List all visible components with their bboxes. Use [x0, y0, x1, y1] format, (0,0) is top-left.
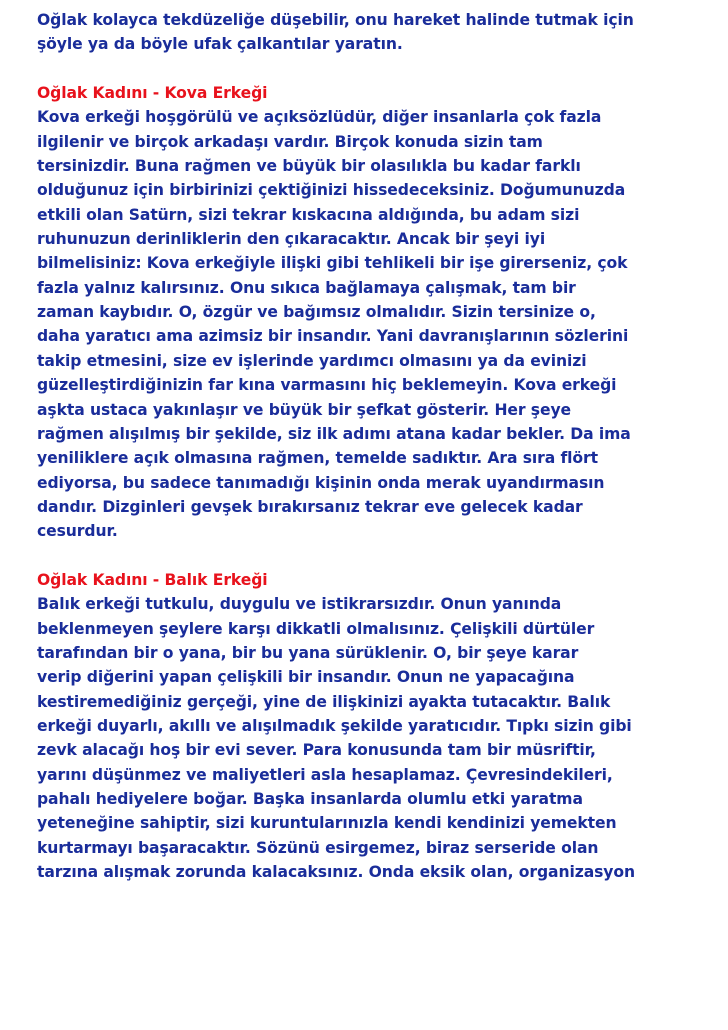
text-line: bilmelisiniz: Kova erkeğiyle ilişki gibi tehlikeli bir işe girerseniz, çok: [37, 254, 628, 273]
text-line: beklenmeyen şeylere karşı dikkatli olmalısınız. Çelişkili dürtüler: [37, 619, 595, 638]
section-kova: [37, 81, 717, 544]
text-line: rağmen alışılmış bir şekilde, siz ilk adımı atana kadar bekler. Da ima: [37, 424, 631, 443]
text-line: kestiremediğiniz gerçeği, yine de ilişkinizi ayakta tutacaktır. Balık: [37, 692, 611, 711]
text-line: zevk alacağı hoş bir evi sever. Para konusunda tam bir müsriftir,: [37, 741, 596, 760]
text-line: zaman kaybıdır. O, özgür ve bağımsız olmalıdır. Sizin tersinize o,: [37, 303, 596, 322]
text-line: kurtarmayı başaracaktır. Sözünü esirgemez, biraz serseride olan: [37, 838, 599, 857]
text-line: tarafından bir o yana, bir bu yana sürüklenir. O, bir şeye karar: [37, 643, 579, 662]
text-line: pahalı hediyelere boğar. Başka insanlarda olumlu etki yaratma: [37, 790, 583, 808]
text-line: olduğunuz için birbirinizi çektiğinizi hissedeceksiniz. Doğumunuzda: [37, 181, 626, 200]
text-line: daha yaratıcı ama azimsiz bir insandır. Yani davranışlarının sözlerini: [37, 327, 629, 346]
text-line: tarzına alışmak zorunda kalacaksınız. Onda eksik olan, organizasyon: [37, 863, 635, 882]
text-line: ediyorsa, bu sadece tanımadığı kişinin onda merak uyandırmasın: [37, 473, 605, 492]
text-line: fazla yalnız kalırsınız. Onu sıkıca bağlamaya çalışmak, tam bir: [37, 278, 576, 297]
text-line: dandır. Dizginleri gevşek bırakırsanız tekrar eve gelecek kadar: [37, 497, 583, 516]
text-line: yeniliklere açık olmasına rağmen, temelde sadıktır. Ara sıra flört: [37, 449, 598, 468]
text-line: aşkta ustaca yakınlaşır ve büyük bir şefkat gösterir. Her şeye: [37, 400, 571, 419]
text-line: verip diğerini yapan çelişkili bir insandır. Onun ne yapacağına: [37, 668, 575, 687]
text-line: güzelleştirdiğinizin far kına varmasını hiç beklemeyin. Kova erkeği: [37, 376, 617, 395]
paragraph-spacer: [37, 544, 717, 568]
section-paragraph: [37, 592, 717, 884]
section-heading: Oğlak Kadını - Balık Erkeği: [37, 570, 268, 589]
text-line: tersinizdir. Buna rağmen ve büyük bir olasılıkla bu kadar farklı: [37, 157, 581, 176]
text-line: etkili olan Satürn, sizi tekrar kıskacına aldığında, bu adam sizi: [37, 205, 580, 224]
text-line: cesurdur.: [37, 522, 118, 541]
text-line: şöyle ya da böyle ufak çalkantılar yaratın.: [37, 35, 403, 54]
text-line: Oğlak kolayca tekdüzeliğe düşebilir, onu hareket halinde tutmak için: [37, 11, 634, 29]
intro-paragraph: [37, 8, 717, 57]
paragraph-spacer: [37, 57, 717, 81]
text-line: ilgilenir ve birçok arkadaşı vardır. Birçok konuda sizin tam: [37, 132, 543, 151]
section-paragraph: [37, 105, 717, 543]
document-body: [37, 8, 717, 884]
text-line: Kova erkeği hoşgörülü ve açıksözlüdür, diğer insanlarla çok fazla: [37, 108, 602, 127]
text-line: yarını düşünmez ve maliyetleri asla hesaplamaz. Çevresindekileri,: [37, 765, 613, 784]
section-balik: [37, 568, 717, 884]
text-line: ruhunuzun derinliklerin den çıkaracaktır. Ancak bir şeyi iyi: [37, 230, 546, 249]
text-line: yeteneğine sahiptir, sizi kuruntularınızla kendi kendinizi yemekten: [37, 814, 617, 833]
section-heading: Oğlak Kadını - Kova Erkeği: [37, 84, 268, 103]
text-line: Balık erkeği tutkulu, duygulu ve istikrarsızdır. Onun yanında: [37, 595, 562, 614]
text-line: erkeği duyarlı, akıllı ve alışılmadık şekilde yaratıcıdır. Tıpkı sizin gibi: [37, 716, 632, 735]
text-line: takip etmesini, size ev işlerinde yardımcı olmasını ya da evinizi: [37, 351, 587, 370]
